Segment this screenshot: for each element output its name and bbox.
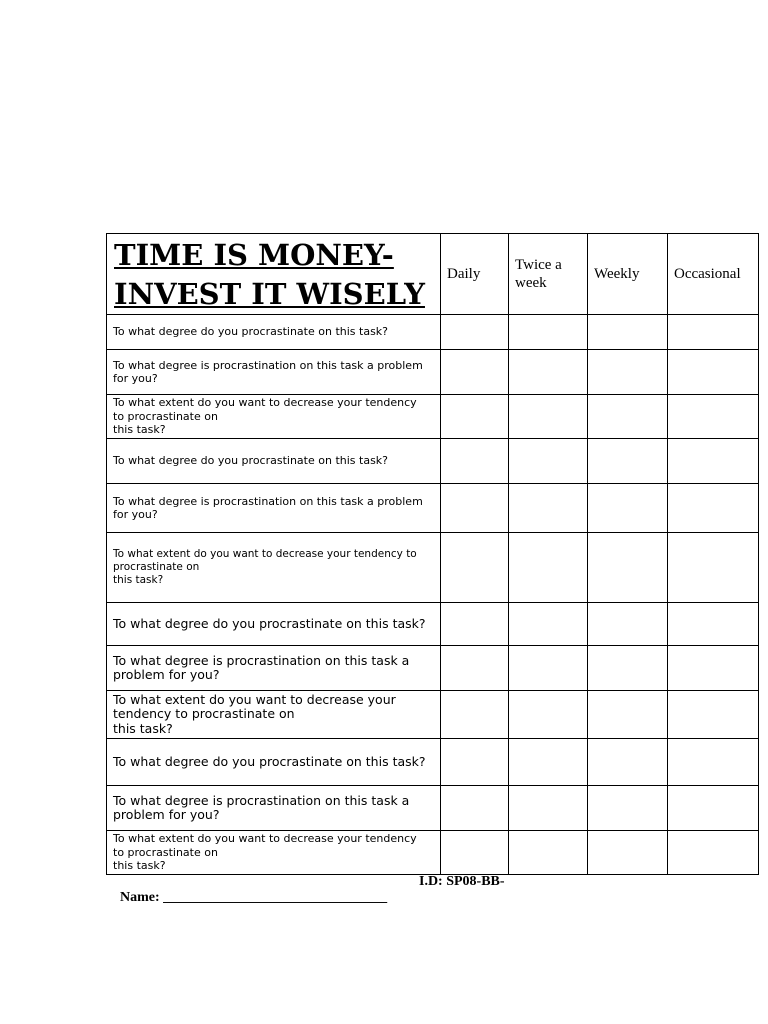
question-row	[107, 691, 759, 739]
answer-cell-twice-a-week[interactable]	[509, 786, 588, 831]
answer-cell-weekly[interactable]	[588, 603, 668, 646]
procrastination-survey-table	[106, 233, 759, 875]
answer-cell-occasional[interactable]	[668, 739, 759, 786]
answer-cell-twice-a-week[interactable]	[509, 691, 588, 739]
question-text: To what extent do you want to decrease your tendency to procrastinate on this task?	[107, 395, 441, 439]
question-row	[107, 439, 759, 484]
answer-cell-twice-a-week[interactable]	[509, 350, 588, 395]
answer-cell-daily[interactable]	[441, 315, 509, 350]
column-header-weekly: Weekly	[588, 234, 668, 315]
question-row	[107, 739, 759, 786]
column-header-daily: Daily	[441, 234, 509, 315]
question-text: To what degree do you procrastinate on this task?	[107, 603, 441, 646]
answer-cell-twice-a-week[interactable]	[509, 739, 588, 786]
answer-cell-occasional[interactable]	[668, 603, 759, 646]
answer-cell-twice-a-week[interactable]	[509, 439, 588, 484]
answer-cell-daily[interactable]	[441, 646, 509, 691]
answer-cell-twice-a-week[interactable]	[509, 603, 588, 646]
answer-cell-weekly[interactable]	[588, 395, 668, 439]
answer-cell-daily[interactable]	[441, 603, 509, 646]
answer-cell-weekly[interactable]	[588, 831, 668, 875]
answer-cell-weekly[interactable]	[588, 786, 668, 831]
name-field: Name: ________________________________	[120, 890, 388, 905]
answer-cell-occasional[interactable]	[668, 691, 759, 739]
answer-cell-occasional[interactable]	[668, 533, 759, 603]
answer-cell-daily[interactable]	[441, 831, 509, 875]
answer-cell-daily[interactable]	[441, 395, 509, 439]
answer-cell-occasional[interactable]	[668, 315, 759, 350]
answer-cell-weekly[interactable]	[588, 646, 668, 691]
question-row	[107, 533, 759, 603]
question-row	[107, 786, 759, 831]
survey-title: TIME IS MONEY- INVEST IT WISELY	[107, 234, 441, 315]
answer-cell-daily[interactable]	[441, 533, 509, 603]
footer	[113, 874, 505, 922]
answer-cell-occasional[interactable]	[668, 350, 759, 395]
question-row	[107, 831, 759, 875]
question-row	[107, 395, 759, 439]
answer-cell-weekly[interactable]	[588, 533, 668, 603]
question-text: To what degree do you procrastinate on this task?	[107, 315, 441, 350]
answer-cell-twice-a-week[interactable]	[509, 395, 588, 439]
question-text: To what extent do you want to decrease your tendency to procrastinate on this task?	[107, 831, 441, 875]
answer-cell-daily[interactable]	[441, 484, 509, 533]
answer-cell-daily[interactable]	[441, 786, 509, 831]
id-field: I.D: SP08-BB-	[419, 874, 505, 889]
answer-cell-twice-a-week[interactable]	[509, 646, 588, 691]
answer-cell-twice-a-week[interactable]	[509, 533, 588, 603]
answer-cell-twice-a-week[interactable]	[509, 484, 588, 533]
question-text: To what degree is procrastination on this task a problem for you?	[107, 484, 441, 533]
answer-cell-occasional[interactable]	[668, 646, 759, 691]
question-row	[107, 646, 759, 691]
question-text: To what extent do you want to decrease your tendency to procrastinate on this task?	[107, 691, 441, 739]
answer-cell-occasional[interactable]	[668, 831, 759, 875]
question-text: To what degree do you procrastinate on this task?	[107, 739, 441, 786]
question-row	[107, 484, 759, 533]
answer-cell-twice-a-week[interactable]	[509, 831, 588, 875]
answer-cell-daily[interactable]	[441, 739, 509, 786]
answer-cell-weekly[interactable]	[588, 350, 668, 395]
answer-cell-twice-a-week[interactable]	[509, 315, 588, 350]
answer-cell-occasional[interactable]	[668, 786, 759, 831]
question-text: To what extent do you want to decrease your tendency to procrastinate on this task?	[107, 533, 441, 603]
answer-cell-daily[interactable]	[441, 350, 509, 395]
column-header-occasional: Occasional	[668, 234, 759, 315]
answer-cell-weekly[interactable]	[588, 439, 668, 484]
question-text: To what degree is procrastination on this task a problem for you?	[107, 786, 441, 831]
answer-cell-weekly[interactable]	[588, 739, 668, 786]
answer-cell-weekly[interactable]	[588, 315, 668, 350]
answer-cell-occasional[interactable]	[668, 484, 759, 533]
question-text: To what degree do you procrastinate on this task?	[107, 439, 441, 484]
answer-cell-daily[interactable]	[441, 691, 509, 739]
question-row	[107, 350, 759, 395]
answer-cell-weekly[interactable]	[588, 691, 668, 739]
answer-cell-weekly[interactable]	[588, 484, 668, 533]
answer-cell-daily[interactable]	[441, 439, 509, 484]
question-row	[107, 315, 759, 350]
question-text: To what degree is procrastination on this task a problem for you?	[107, 646, 441, 691]
question-row	[107, 603, 759, 646]
question-text: To what degree is procrastination on this task a problem for you?	[107, 350, 441, 395]
answer-cell-occasional[interactable]	[668, 439, 759, 484]
answer-cell-occasional[interactable]	[668, 395, 759, 439]
column-header-twice-a-week: Twice a week	[509, 234, 588, 315]
header-row	[107, 234, 759, 315]
